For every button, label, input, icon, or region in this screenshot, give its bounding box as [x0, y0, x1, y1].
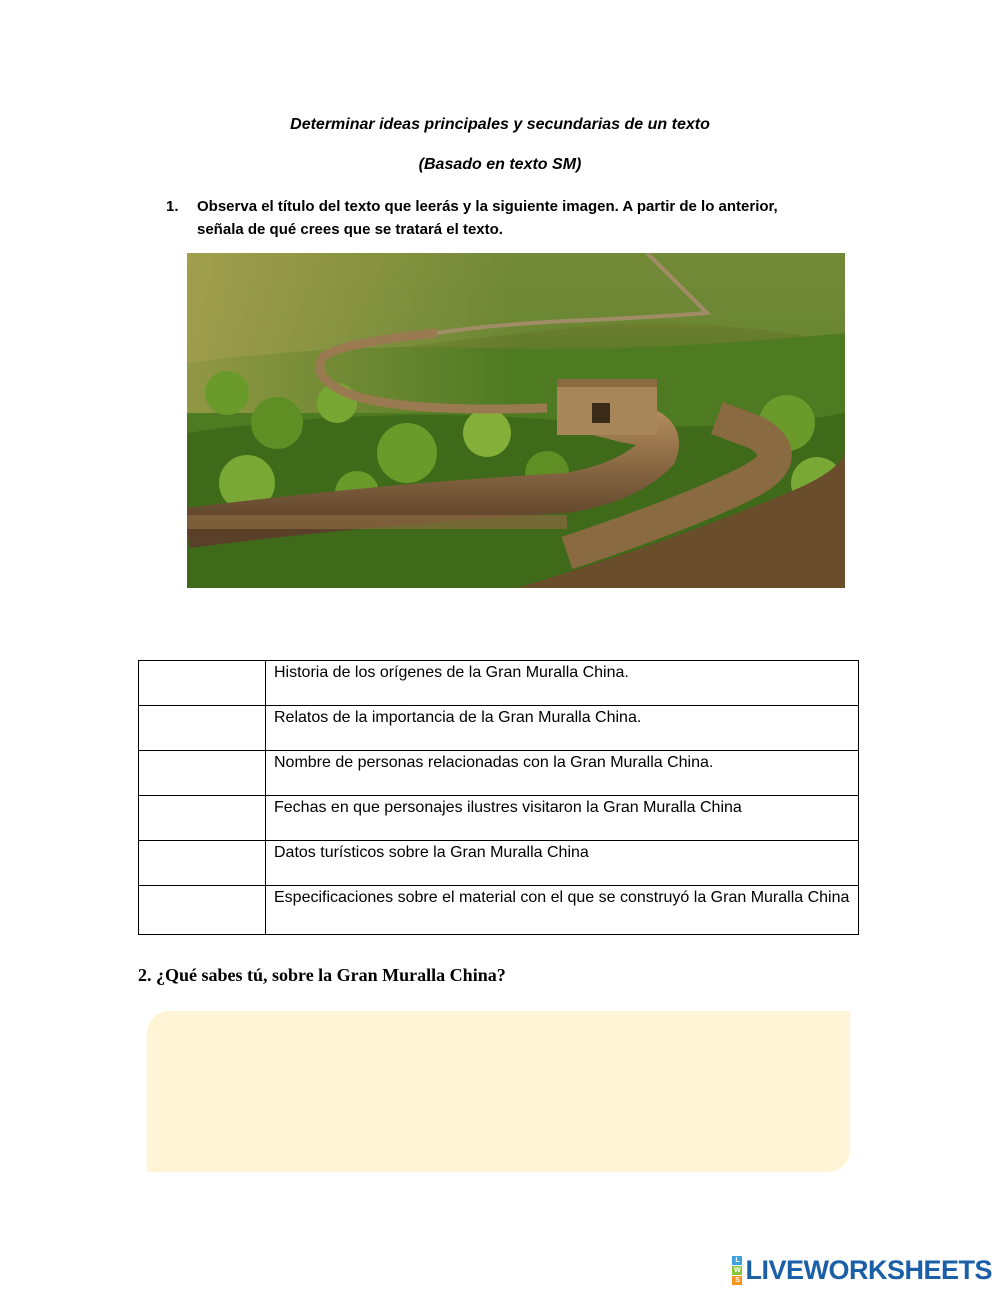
option-label: Especificaciones sobre el material con el que se construyó la Gran Muralla China — [266, 886, 859, 935]
logo-mark-icon — [732, 1256, 742, 1285]
answer-cell-4[interactable] — [139, 796, 266, 841]
answer-input-5[interactable] — [139, 841, 269, 887]
options-table — [138, 660, 859, 935]
answer-input-3[interactable] — [139, 751, 269, 797]
answer-cell-1[interactable] — [139, 661, 266, 706]
answer-input-6[interactable] — [139, 886, 269, 936]
question-1 — [166, 195, 826, 241]
option-label: Fechas en que personajes ilustres visitaron la Gran Muralla China — [266, 796, 859, 841]
option-label: Nombre de personas relacionadas con la Gran Muralla China. — [266, 751, 859, 796]
answer-textarea[interactable] — [147, 1011, 850, 1172]
answer-cell-6[interactable] — [139, 886, 266, 935]
option-label: Historia de los orígenes de la Gran Muralla China. — [266, 661, 859, 706]
table-row — [139, 706, 859, 751]
answer-input-2[interactable] — [139, 706, 269, 752]
option-label: Datos turísticos sobre la Gran Muralla China — [266, 841, 859, 886]
logo-mark-l: L — [732, 1256, 742, 1265]
worksheet-title: Determinar ideas principales y secundarias de un texto — [290, 116, 710, 133]
answer-box[interactable] — [147, 1011, 850, 1172]
liveworksheets-logo — [732, 1255, 992, 1285]
table-row — [139, 661, 859, 706]
answer-input-4[interactable] — [139, 796, 269, 842]
answer-input-1[interactable] — [139, 661, 269, 707]
question-2: 2. ¿Qué sabes tú, sobre la Gran Muralla China? — [138, 965, 506, 985]
logo-wordmark: LIVEWORKSHEETS — [745, 1254, 992, 1285]
table-row — [139, 841, 859, 886]
answer-cell-3[interactable] — [139, 751, 266, 796]
answer-cell-5[interactable] — [139, 841, 266, 886]
table-row — [139, 796, 859, 841]
worksheet-subtitle: (Basado en texto SM) — [418, 156, 582, 173]
answer-cell-2[interactable] — [139, 706, 266, 751]
table-row — [139, 751, 859, 796]
question-1-number: 1. — [166, 198, 179, 215]
logo-mark-w: W — [734, 1266, 741, 1274]
option-label: Relatos de la importancia de la Gran Muralla China. — [266, 706, 859, 751]
question-1-text: Observa el título del texto que leerás y la siguiente imagen. A partir de lo anterior, señala de qué crees que se tratará el texto. — [197, 198, 778, 238]
table-row — [139, 886, 859, 935]
logo-mark-s: S — [732, 1276, 742, 1285]
great-wall-photo — [187, 253, 845, 588]
